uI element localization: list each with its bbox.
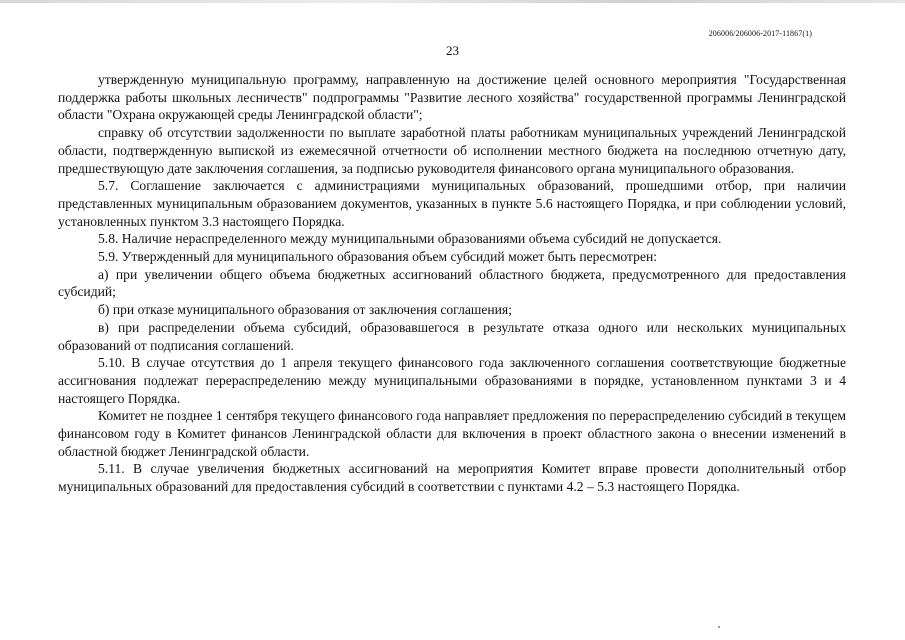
paragraph-salary-debt: справку об отсутствии задолженности по выплате заработной платы работникам муниципальных учреждений Ленинградской области, подтвержденную выпиской из ежемесячной отчетности об исполнении местного бюджета на последнюю отчетную дату, предшествующую дате заключения соглашения, за подписью руководителя финансового органа муниципального образования. (58, 125, 846, 176)
paragraph-5-9: 5.9. Утвержденный для муниципального образования объем субсидий может быть пересмотрен: (98, 249, 658, 265)
paragraph-5-11: 5.11. В случае увеличения бюджетных ассигнований на мероприятия Комитет вправе провести дополнительный отбор муниципальных образований для предоставления субсидий в соответствии с пунктами 4.2 – 5.3 настоящего Порядка. (58, 461, 846, 495)
paragraph-5-9-a: а) при увеличении общего объема бюджетных ассигнований областного бюджета, предусмотренного для предоставления субсидий; (58, 266, 846, 300)
scan-speck (718, 626, 720, 628)
paragraph-5-9-v: в) при распределении объема субсидий, образовавшегося в результате отказа одного или нескольких муниципальных образований от подписания соглашений. (58, 319, 846, 353)
paragraph-5-7: 5.7. Соглашение заключается с администрациями муниципальных образований, прошедшими отбор, при наличии представленных муниципальным образованием документов, указанных в пункте 5.6 настоящего Порядка, и при соблюдении условий, установленных пунктом 3.3 настоящего Порядка. (58, 178, 846, 229)
paragraph-program: утвержденную муниципальную программу, направленную на достижение целей основного мероприятия "Государственная поддержка работы школьных лесничеств" подпрограммы "Развитие лесного хозяйства" государственной программы Ленинградской области "Охрана окружающей среды Ленинградской области"; (58, 72, 846, 123)
paragraph-5-8: 5.8. Наличие нераспределенного между муниципальными образованиями объема субсидий не допускается. (98, 231, 722, 247)
document-body (58, 71, 846, 496)
scan-edge-artifact (0, 0, 905, 3)
paragraph-5-10: 5.10. В случае отсутствия до 1 апреля текущего финансового года заключенного соглашения соответствующие бюджетные ассигнования подлежат перераспределению между муниципальными образованиями в порядке, установленном пунктами 3 и 4 настоящего Порядка. (58, 355, 846, 406)
paragraph-5-9-b: б) при отказе муниципального образования от заключения соглашения; (98, 302, 512, 318)
page-number: 23 (446, 43, 459, 58)
document-id: 206006/206006-2017-11867(1) (708, 29, 812, 38)
paragraph-committee: Комитет не позднее 1 сентября текущего финансового года направляет предложения по перераспределению субсидий в текущем финансовом году в Комитет финансов Ленинградской области для включения в проект областного закона о внесении изменений в областной бюджет Ленинградской области. (58, 408, 846, 459)
